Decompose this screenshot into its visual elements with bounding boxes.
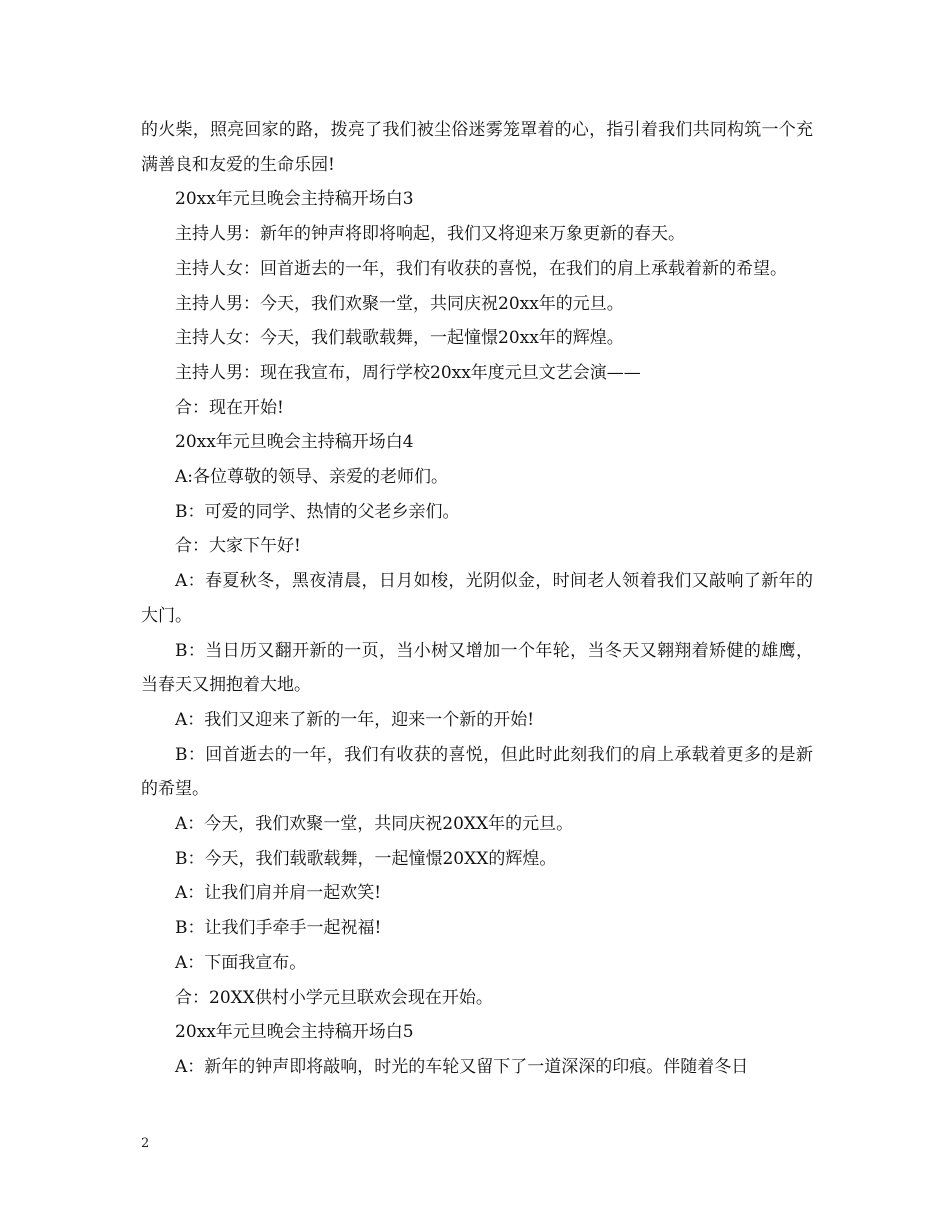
paragraph: 合：现在开始! [175,397,284,418]
section-heading: 20xx年元旦晚会主持稿开场白4 [175,432,414,453]
paragraph: 主持人女：今天，我们载歌载舞，一起憧憬20xx年的辉煌。 [175,328,624,349]
paragraph: 合：20XX供村小学元旦联欢会现在开始。 [175,987,493,1008]
paragraph: 主持人女：回首逝去的一年，我们有收获的喜悦，在我们的肩上承载着新的希望。 [175,258,787,279]
paragraph: A：下面我宣布。 [175,952,307,973]
paragraph: 的火柴，照亮回家的路，拨亮了我们被尘俗迷雾笼罩着的心，指引着我们共同构筑一个充满善良和友爱的生命乐园! [141,120,813,175]
paragraph: A：今天，我们欢聚一堂，共同庆祝20XX年的元旦。 [175,814,574,835]
paragraph: B：当日历又翻开新的一页，当小树又增加一个年轮，当冬天又翱翔着矫健的雄鹰，当春天又拥抱着大地。 [141,640,813,696]
paragraph: B：回首逝去的一年，我们有收获的喜悦，但此时此刻我们的肩上承载着更多的是新的希望。 [141,744,813,800]
paragraph: A：让我们肩并肩一起欢笑! [175,883,382,904]
paragraph: A：我们又迎来了新的一年，迎来一个新的开始! [175,709,535,730]
document-body [141,113,813,1085]
section-heading: 20xx年元旦晚会主持稿开场白5 [175,1022,414,1043]
paragraph: 主持人男：现在我宣布，周行学校20xx年度元旦文艺会演—— [175,362,641,383]
paragraph: B：让我们手牵手一起祝福! [175,918,382,939]
paragraph: 主持人男：新年的钟声将即将响起，我们又将迎来万象更新的春天。 [175,224,685,245]
paragraph: B：可爱的同学、热情的父老乡亲们。 [175,501,460,522]
section-heading: 20xx年元旦晚会主持稿开场白3 [175,189,414,210]
paragraph: A：春夏秋冬，黑夜清晨，日月如梭，光阴似金，时间老人领着我们又敲响了新年的大门。 [141,571,813,626]
page-number: 2 [141,1136,150,1151]
paragraph: A：新年的钟声即将敲响，时光的车轮又留下了一道深深的印痕。伴随着冬日 [175,1056,749,1077]
paragraph: B：今天，我们载歌载舞，一起憧憬20XX的辉煌。 [175,848,557,869]
paragraph: 主持人男：今天，我们欢聚一堂，共同庆祝20xx年的元旦。 [175,293,624,314]
paragraph: A:各位尊敬的领导、亲爱的老师们。 [175,467,449,488]
paragraph: 合：大家下午好! [175,536,301,557]
